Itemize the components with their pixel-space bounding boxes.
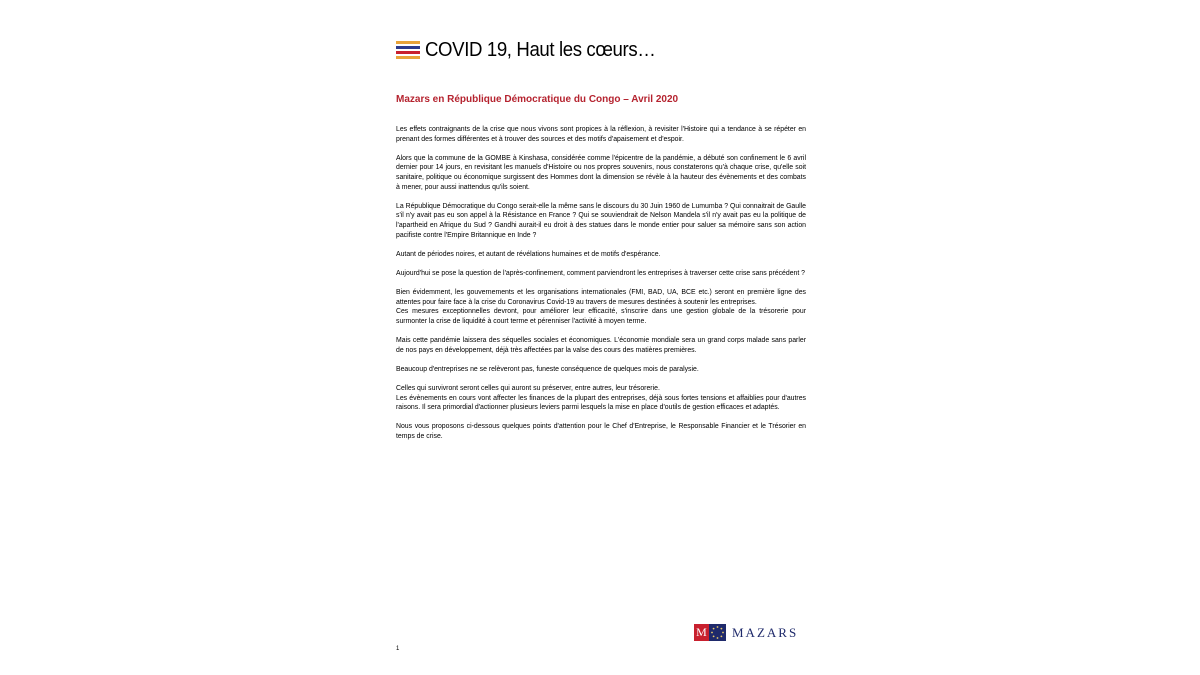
title-stripes-icon bbox=[396, 41, 420, 59]
paragraph-line: Aujourd'hui se pose la question de l'après-confinement, comment parviendront les entreprises à traverser cette crise sans précédent ? bbox=[396, 269, 806, 277]
stripe-3 bbox=[396, 51, 420, 54]
body-paragraph bbox=[396, 336, 806, 355]
body-paragraph bbox=[396, 384, 806, 413]
title-row bbox=[396, 38, 673, 62]
body-paragraph bbox=[396, 250, 806, 260]
body-paragraph bbox=[396, 422, 806, 441]
mazars-logo-icon bbox=[694, 624, 726, 641]
paragraph-line: Les évènements en cours vont affecter les finances de la plupart des entreprises, déjà sous fortes tensions et affaiblies pour d'autres raisons. Il sera primordial d'actionner plusieurs leviers parmi lesquels la mise en place d'outils de gestion efficaces et adaptés. bbox=[396, 394, 806, 412]
stripe-1 bbox=[396, 41, 420, 44]
logo-wordmark: MAZARS bbox=[732, 625, 799, 640]
page-number: 1 bbox=[396, 646, 400, 652]
body-paragraph bbox=[396, 365, 806, 375]
body-paragraph bbox=[396, 269, 806, 279]
paragraph-line: Mais cette pandémie laissera des séquelles sociales et économiques. L'économie mondiale sera un grand corps malade sans parler de nos pays en développement, déjà très affectées par la valse des cours des matières premières. bbox=[396, 337, 806, 354]
paragraph-line: Bien évidemment, les gouvernements et les organisations internationales (FMI, BAD, UA, BCE etc.) seront en première ligne des attentes pour faire face à la crise du Coronavirus Covid-19 au travers de mesures destinées à soutenir les entreprises. bbox=[396, 289, 806, 306]
paragraph-line: Les effets contraignants de la crise que nous vivons sont propices à la réflexion, à revisiter l'Histoire qui a tendance à se répéter en prenant des formes différentes et à trouver des sources et des motifs d'apaisement et d'espoir. bbox=[396, 126, 806, 143]
body-text bbox=[396, 125, 806, 451]
mazars-logo bbox=[694, 624, 798, 641]
stripe-4 bbox=[396, 56, 420, 59]
paragraph-line: Nous vous proposons ci-dessous quelques points d'attention pour le Chef d'Entreprise, le Responsable Financier et le Trésorier en temps de crise. bbox=[396, 423, 806, 440]
stripe-2 bbox=[396, 46, 420, 49]
logo-letter: M bbox=[694, 624, 709, 641]
document-title: COVID 19, Haut les cœurs… bbox=[425, 39, 656, 61]
body-paragraph bbox=[396, 154, 806, 192]
paragraph-line: Ces mesures exceptionnelles devront, pour améliorer leur efficacité, s'inscrire dans une gestion globale de la trésorerie pour surmonter la crise de liquidité à court terme et pérenniser l'activité à moyen terme. bbox=[396, 308, 806, 325]
paragraph-line: La République Démocratique du Congo serait-elle la même sans le discours du 30 Juin 1960 de Lumumba ? Qui connaitrait de Gaulle s'il n'y avait pas eu son appel à la Résistance en France ? Qui se souviendrait de Nelson Mandela s'il n'y avait pas eu la politique de l'apartheid en Afrique du Sud ? Gandhi aurait-il eu droit à des statues dans le monde entier pour saluer sa mémoire sans son action pacifiste contre l'Empire Britannique en Inde ? bbox=[396, 202, 806, 239]
body-paragraph bbox=[396, 202, 806, 240]
paragraph-line: Alors que la commune de la GOMBE à Kinshasa, considérée comme l'épicentre de la pandémie, a débuté son confinement le 6 avril dernier pour 14 jours, en revisitant les manuels d'Histoire ou nos propres souvenirs, nous constaterons qu'à chaque crise, qu'elle soit sanitaire, politique ou économique surgissent des Hommes dont la dimension se révèle à la hauteur des évènements et des combats à mener, pour aussi inattendus qu'ils soient. bbox=[396, 154, 806, 191]
body-paragraph bbox=[396, 125, 806, 144]
paragraph-line: Autant de périodes noires, et autant de révélations humaines et de motifs d'espérance. bbox=[396, 250, 661, 258]
paragraph-line: Beaucoup d'entreprises ne se relèveront pas, funeste conséquence de quelques mois de paralysie. bbox=[396, 365, 699, 373]
paragraph-line: Celles qui survivront seront celles qui auront su préserver, entre autres, leur trésorerie. bbox=[396, 385, 660, 393]
body-paragraph bbox=[396, 288, 806, 326]
document-subtitle: Mazars en République Démocratique du Congo – Avril 2020 bbox=[396, 94, 679, 105]
logo-stars-icon bbox=[709, 624, 726, 641]
